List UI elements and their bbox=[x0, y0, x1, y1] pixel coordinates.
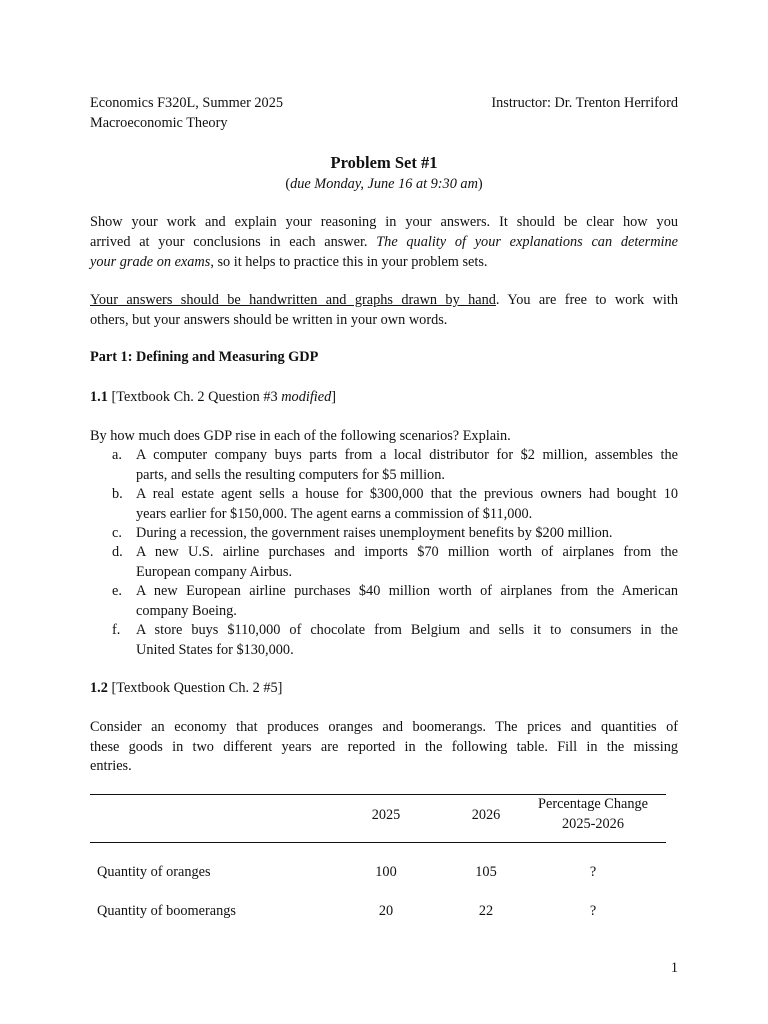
instructor: Instructor: Dr. Trenton Herriford bbox=[491, 95, 678, 111]
course-subject: Macroeconomic Theory bbox=[90, 114, 228, 131]
row-label: Quantity of oranges bbox=[97, 864, 211, 880]
cell-2025: 20 bbox=[378, 903, 394, 919]
due-date: (due Monday, June 16 at 9:30 am) bbox=[285, 176, 483, 192]
cell-2026: 105 bbox=[475, 864, 497, 880]
question-header: 1.2 [Textbook Question Ch. 2 #5] bbox=[90, 680, 283, 696]
row-label: Quantity of boomerangs bbox=[97, 903, 236, 919]
cell-2025: 100 bbox=[375, 864, 397, 880]
course-name: Economics F320L, Summer 2025 bbox=[90, 95, 283, 111]
column-header-2026: 2026 bbox=[471, 807, 501, 823]
page-number: 1 bbox=[670, 960, 678, 976]
column-header-change: Percentage Change bbox=[538, 796, 648, 812]
question-prompt: By how much does GDP rise in each of the following scenarios? Explain. bbox=[90, 428, 511, 444]
section-heading: Part 1: Defining and Measuring GDP bbox=[90, 349, 319, 365]
cell-change: ? bbox=[589, 903, 597, 919]
cell-2026: 22 bbox=[478, 903, 494, 919]
cell-change: ? bbox=[589, 864, 597, 880]
column-header-2025: 2025 bbox=[371, 807, 401, 823]
question-header: 1.1 [Textbook Ch. 2 Question #3 modified] bbox=[90, 389, 337, 405]
intro-line: arrived at your conclusions in each answer. The quality of your explanations can determine bbox=[90, 234, 678, 250]
intro-line: Show your work and explain your reasoning in your answers. It should be clear how you bbox=[90, 214, 678, 230]
course-info bbox=[90, 94, 283, 133]
intro-line: your grade on exams, so it helps to practice this in your problem sets. bbox=[90, 254, 488, 270]
question-prompt: Consider an economy that produces oranges and boomerangs. The prices and quantities of bbox=[90, 719, 678, 735]
instructions-line: Your answers should be handwritten and graphs drawn by hand. You are free to work with bbox=[90, 292, 678, 308]
question-prompt: entries. bbox=[90, 758, 132, 774]
question-prompt: these goods in two different years are reported in the following table. Fill in the missing bbox=[90, 739, 678, 755]
page-title: Problem Set #1 bbox=[330, 153, 438, 172]
column-header-range: 2025-2026 bbox=[562, 816, 624, 832]
instructions-line: others, but your answers should be written in your own words. bbox=[90, 312, 448, 328]
table-header-rule bbox=[90, 842, 666, 843]
